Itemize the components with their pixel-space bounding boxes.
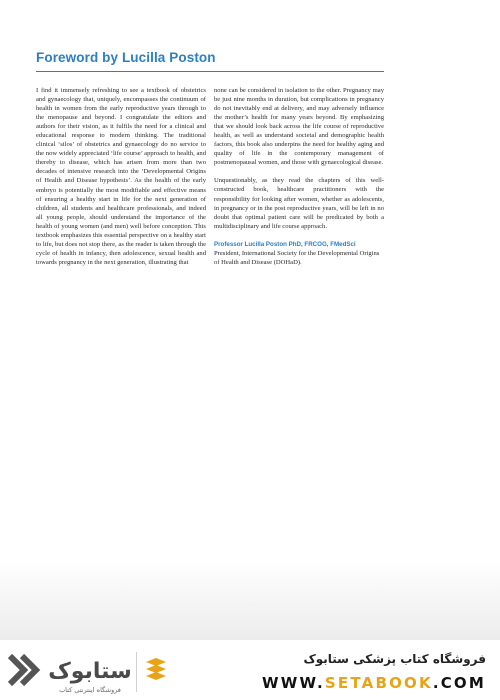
- signature-name: Professor Lucilla Poston PhD, FRCOG, FMedSci: [214, 240, 356, 248]
- store-name: فروشگاه کتاب پزشکی ستابوک: [303, 652, 486, 666]
- chevron-icon: [10, 656, 24, 684]
- page-title: Foreword by Lucilla Poston: [36, 50, 216, 65]
- books-icon: [146, 658, 166, 680]
- url-brand: SETABOOK: [324, 674, 433, 692]
- signature-title: President, International Society for the Developmental Origins of Health and Disease (DOHaD).: [214, 249, 380, 266]
- url-suffix: .COM: [432, 674, 486, 692]
- paragraph: Unquestionably, as they read the chapters of this well-constructed book, healthcare practitioners with the responsibility for looking after women, whether as adolescents, in pregnancy or in the post reproductive years, will be left in no doubt that optimal patient care will be predicated by both a multidisciplinary and life course approach.: [214, 177, 384, 230]
- right-column: [214, 86, 384, 267]
- logo-wordmark: ستابوک: [48, 659, 132, 684]
- paragraph: I find it immensely refreshing to see a textbook of obstetrics and gynaecology that, uniquely, encompasses the continuum of health in women from the early reproductive years through to the menopause and beyond. I congratulate the editors and authors for their vision, as it fulfils the need for a clinical and educational response to modern thinking. The traditional clinical ‘silos’ of obstetrics and gynaecology do no service to the now widely appreciated ‘life course’ approach to health, and thereby to disease, which has arisen from more than two decades of intensive research into the ‘Developmental Origins of Health and Disease hypothesis’. As the health of the early embryo is potentially the most modifiable and effective means of ensuring a healthy start in life for the next generation of children, all students and healthcare professionals, and indeed all young people, should understand the importance of the health of young women (and men) well before conception. This textbook emphasizes this essential perspective on a healthy start to life, but does not stop there, as the reader is taken through the cycle of health in infancy, then adolescence, sexual health and towards pregnancy in the next generation, illustrating that: [36, 87, 206, 266]
- url-prefix: WWW.: [262, 674, 325, 692]
- title-rule: [36, 71, 384, 72]
- store-logo[interactable]: [6, 646, 166, 696]
- left-column: [36, 86, 206, 267]
- paragraph: none can be considered in isolation to the other. Pregnancy may be just nine months in duration, but complications in pregnancy do not inevitably end at delivery, and may adversely influence the mother’s health for many years beyond. By emphasizing that we should look back across the life course of reproductive health, as well as understand societal and demographic health factors, this book also underpins the need for healthy aging and quality of life in the contemporary management of postmenopausal women, and those with gynaecological disease.: [214, 87, 384, 167]
- footer-divider: [136, 652, 137, 692]
- logo-subtext: فروشگاه اینترنتی کتاب: [59, 686, 121, 694]
- page-bottom-shadow: [0, 560, 500, 640]
- store-url-link[interactable]: [262, 674, 486, 692]
